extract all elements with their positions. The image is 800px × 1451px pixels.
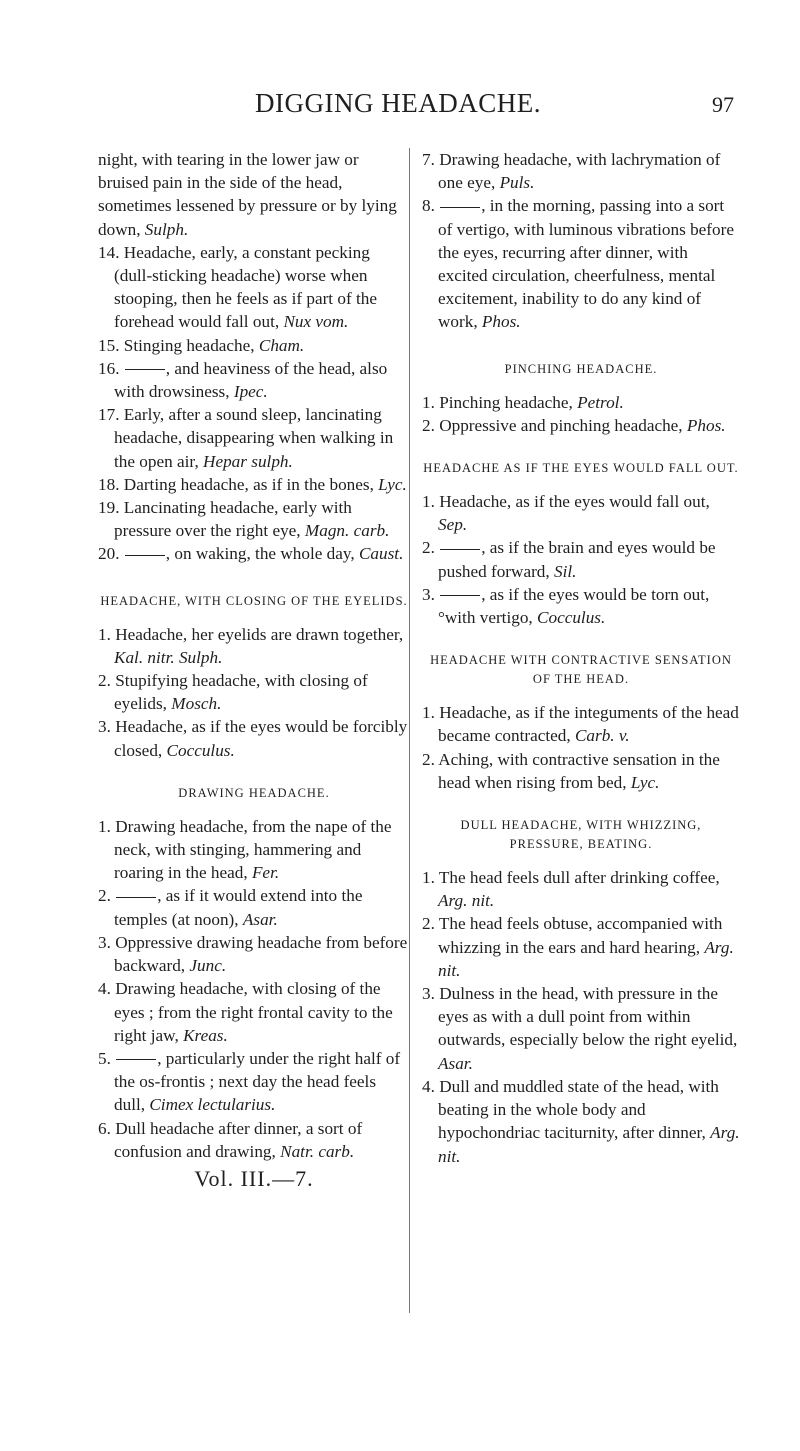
ditto-dash [116,897,156,898]
entry-item [422,148,740,194]
remedy-name: Kal. nitr. Sulph. [114,647,223,667]
section-heading: HEADACHE WITH CONTRACTIVE SENSATION OF THE HEAD. [430,653,732,687]
entry-number: 5. [98,1048,111,1068]
entry-item [422,1075,740,1168]
entry-item [98,931,410,977]
entry-text: Headache, as if the eyes would be forcibly closed, [114,717,408,760]
remedy-name: Lyc. [378,474,407,494]
entry-item [98,542,410,565]
volume-footer: Vol. III.—7. [194,1165,314,1191]
entry-number: 2. [422,538,435,558]
ditto-dash [440,549,480,550]
remedy-name: Arg. nit. [438,891,495,911]
ditto-dash [125,369,165,370]
ditto-dash [125,555,165,556]
entry-item [98,241,410,334]
remedy-name: Mosch. [171,694,222,714]
entry-text: Dulness in the head, with pressure in the eyes as with a dull point from within outwards, especially below the right eyelid, [438,984,738,1050]
entry-number: 18. [98,474,120,494]
section-entries [98,623,410,762]
remedy-name: Caust. [358,544,404,564]
section-heading: DULL HEADACHE, WITH WHIZZING, PRESSURE, BEATING. [460,818,702,852]
right-column [422,148,740,1168]
section-heading: PINCHING HEADACHE. [504,361,658,376]
entry-item [422,583,740,629]
right-entries [422,148,740,334]
remedy-name: Arg. nit. [438,1123,740,1166]
entry-text: The head feels obtuse, accompanied with whizzing in the ears and hard hearing, [438,914,723,957]
remedy-name: Cham. [258,335,305,355]
entry-item [98,623,410,669]
entry-number: 1. [422,703,435,723]
entry-text: Oppressive and pinching headache, [439,415,687,435]
entry-text: Headache, as if the integuments of the head became contracted, [438,703,739,746]
entry-number: 1. [98,624,111,644]
remedy-name: Cocculus. [537,608,606,628]
entry-item [98,334,410,357]
remedy-name: Magn. carb. [304,521,390,541]
remedy-name: Natr. carb. [280,1141,355,1161]
page-header [0,88,800,128]
entry-text: Headache, as if the eyes would fall out, [439,492,710,512]
entry-number: 4. [98,979,111,999]
remedy-name: Sep. [438,515,468,535]
entry-item [422,536,740,582]
entry-number: 3. [422,584,435,604]
entry-item [98,496,410,542]
entry-number: 2. [98,886,111,906]
entry-number: 7. [422,150,435,169]
section-entries [422,866,740,1168]
ditto-dash [440,595,480,596]
entry-number: 3. [98,717,111,737]
entry-text: Pinching headache, [439,392,578,412]
entry-text: Dull headache after dinner, a sort of confusion and drawing, [114,1118,363,1161]
remedy-name: Fer. [251,863,280,883]
entry-item [422,748,740,794]
entry-number: 16. [98,358,120,378]
section-heading: HEADACHE, WITH CLOSING OF THE EYELIDS. [100,593,408,608]
remedy-name: Sil. [553,561,577,581]
entry-item [422,490,740,536]
entry-text: The head feels dull after drinking coffee, [438,868,720,888]
section-heading: DRAWING HEADACHE. [178,785,330,800]
entry-item [98,473,410,496]
entry-item [422,912,740,982]
entry-text: Darting headache, as if in the bones, [123,474,379,494]
entry-item [98,403,410,473]
remedy-name: Junc. [189,956,227,976]
remedy-name: Kreas. [183,1025,228,1045]
page-number: 97 [712,92,734,117]
remedy-name: Petrol. [577,392,624,412]
entry-text: Lancinating headache, early with pressure over the right eye, [114,498,352,541]
entry-number: 14. [98,242,120,262]
ditto-dash [116,1059,156,1060]
entry-text: , in the morning, passing into a sort of vertigo, with luminous vibrations before the eyes, recurring after dinner, with excited circulation, cheerfulness, mental excitement, inability to do any kind of work, [438,196,734,332]
remedy-name: Carb. v. [574,726,630,746]
remedy-name: Arg. nit. [438,937,734,980]
entry-text: Drawing headache, from the nape of the neck, with stinging, hammering and roaring in the head, [114,816,392,883]
entry-number: 19. [98,498,120,518]
entry-number: 2. [422,914,435,934]
entry-number: 3. [98,932,111,952]
entry-item [98,884,410,930]
entry-text: , as if it would extend into the temples (at noon), [114,886,363,929]
entry-item [98,815,410,885]
entry-number: 2. [422,415,435,435]
entry-text: , particularly under the right half of the os-frontis ; next day the head feels dull, [114,1048,401,1115]
entry-text: , as if the brain and eyes would be pushed forward, [438,538,716,581]
entry-number: 17. [98,405,120,425]
remedy-name: Sulph. [144,219,189,239]
entry-number: 1. [98,816,111,836]
section-entries [422,490,740,629]
entry-text: Stupifying headache, with closing of eyelids, [114,671,368,714]
entry-number: 1. [422,492,435,512]
entry-item [422,982,740,1075]
entry-number: 1. [422,392,435,412]
section-heading: HEADACHE AS IF THE EYES WOULD FALL OUT. [423,461,739,476]
entry-text: Drawing headache, with closing of the eyes ; from the right frontal cavity to the right jaw, [114,979,393,1045]
running-title: DIGGING HEADACHE. [255,88,541,118]
section-entries [422,701,740,794]
entry-item [422,866,740,912]
entry-item [422,194,740,333]
entry-number: 3. [422,984,435,1004]
entry-text: , as if the eyes would be torn out, °with vertigo, [438,584,710,628]
section-entries [422,391,740,437]
entry-item [98,1047,410,1117]
entry-text: Dull and muddled state of the head, with beating in the whole body and hypochondriac taciturnity, after dinner, [438,1076,719,1143]
entry-text: , on waking, the whole day, [165,544,359,564]
entry-item [98,357,410,403]
entry-number: 2. [422,749,435,769]
left-column [98,148,410,1190]
remedy-name: Asar. [242,909,278,929]
remedy-name: Hepar sulph. [203,451,293,471]
entry-text: Early, after a sound sleep, lancinating headache, disappearing when walking in the open air, [114,405,394,471]
entry-item [422,414,740,437]
remedy-name: Phos. [481,312,521,332]
remedy-name: Cocculus. [166,740,235,760]
entry-number: 2. [98,671,111,691]
continued-entry: night, with tearing in the lower jaw or bruised pain in the side of the head, sometimes lessened by pressure or by lying down, Sulph. [98,150,397,239]
entry-text: Stinging headache, [123,335,259,355]
remedy-name: Ipec. [233,382,268,402]
remedy-name: Phos. [686,415,726,435]
entry-text: Aching, with contractive sensation in the head when rising from bed, [438,749,720,792]
entry-text: Drawing headache, with lachrymation of one eye, [438,150,721,193]
entry-text: Headache, early, a constant pecking (dull-sticking headache) worse when stooping, then he feels as if part of the forehead would fall out, [114,242,377,332]
entry-number: 4. [422,1076,435,1096]
entry-number: 15. [98,335,120,355]
entry-number: 8. [422,196,435,216]
entry-item [98,977,410,1047]
remedy-name: Nux vom. [283,312,349,332]
ditto-dash [440,207,480,208]
left-entries [98,241,410,566]
entry-text: Oppressive drawing headache from before backward, [114,932,408,976]
remedy-name: Lyc. [630,772,660,792]
remedy-name: Cimex lectularius. [149,1095,276,1115]
entry-item [422,701,740,747]
entry-text: , and heaviness of the head, also with drowsiness, [114,358,388,402]
entry-item [98,1117,410,1163]
entry-number: 6. [98,1118,111,1138]
entry-item [422,391,740,414]
entry-number: 1. [422,868,435,888]
section-entries [98,815,410,1163]
entry-text: Headache, her eyelids are drawn together, [115,624,404,644]
entry-number: 20. [98,544,120,564]
remedy-name: Asar. [438,1053,473,1073]
remedy-name: Puls. [499,173,535,193]
entry-item [98,715,410,761]
entry-item [98,669,410,715]
